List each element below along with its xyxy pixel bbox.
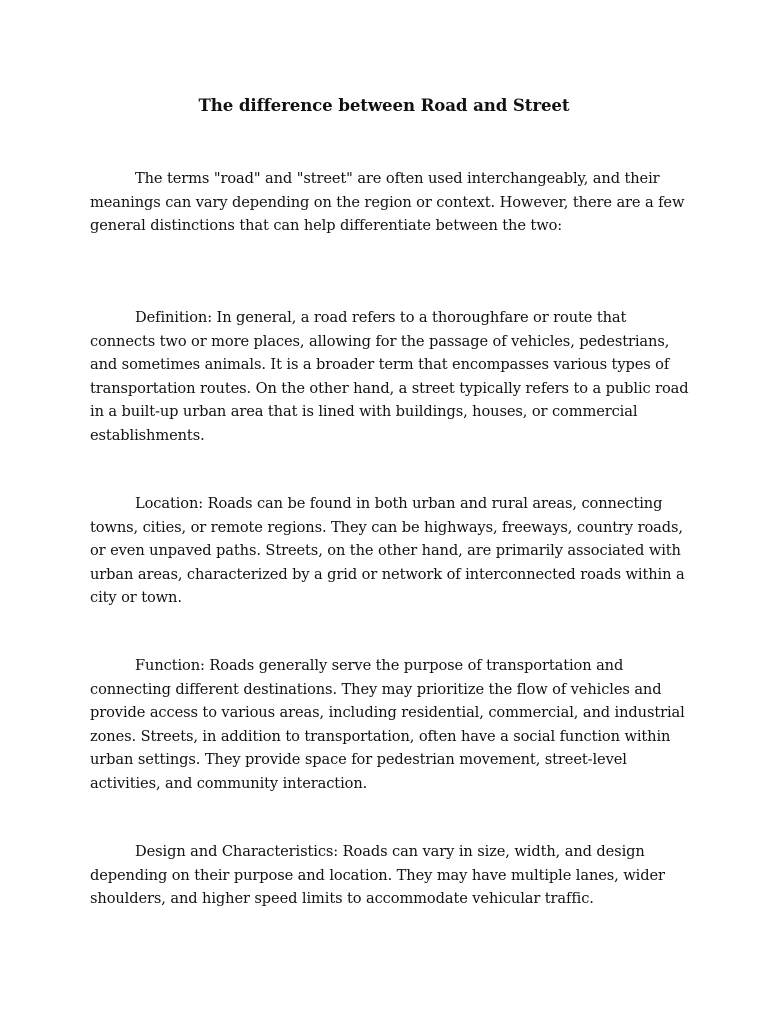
paragraph-design: Design and Characteristics: Roads can vary in size, width, and design depending on their purpose and location. They may have multiple lanes, wider shoulders, and higher speed limits to accommodate vehicular traffic. bbox=[90, 843, 665, 907]
document-title: The difference between Road and Street bbox=[198, 95, 570, 115]
paragraph-location: Location: Roads can be found in both urban and rural areas, connecting towns, cities, or remote regions. They can be highways, freeways, country roads, or even unpaved paths. Streets, on the other hand, are primarily associated with urban areas, characterized by a grid or network of interconnected roads within a city or town. bbox=[90, 495, 685, 606]
paragraph-function: Function: Roads generally serve the purpose of transportation and connecting different destinations. They may prioritize the flow of vehicles and provide access to various areas, including residential, commercial, and industrial zones. Streets, in addition to transportation, often have a social function within urban settings. They provide space for pedestrian movement, street-level activities, and community interaction. bbox=[90, 657, 685, 792]
paragraph-intro: The terms "road" and "street" are often used interchangeably, and their meanings can vary depending on the region or context. However, there are a few general distinctions that can help differentiate between the two: bbox=[90, 170, 685, 234]
paragraph-definition: Definition: In general, a road refers to a thoroughfare or route that connects two or more places, allowing for the passage of vehicles, pedestrians, and sometimes animals. It is a broader term that encompasses various types of transportation routes. On the other hand, a street typically refers to a public road in a built-up urban area that is lined with buildings, houses, or commercial establishments. bbox=[90, 309, 689, 444]
